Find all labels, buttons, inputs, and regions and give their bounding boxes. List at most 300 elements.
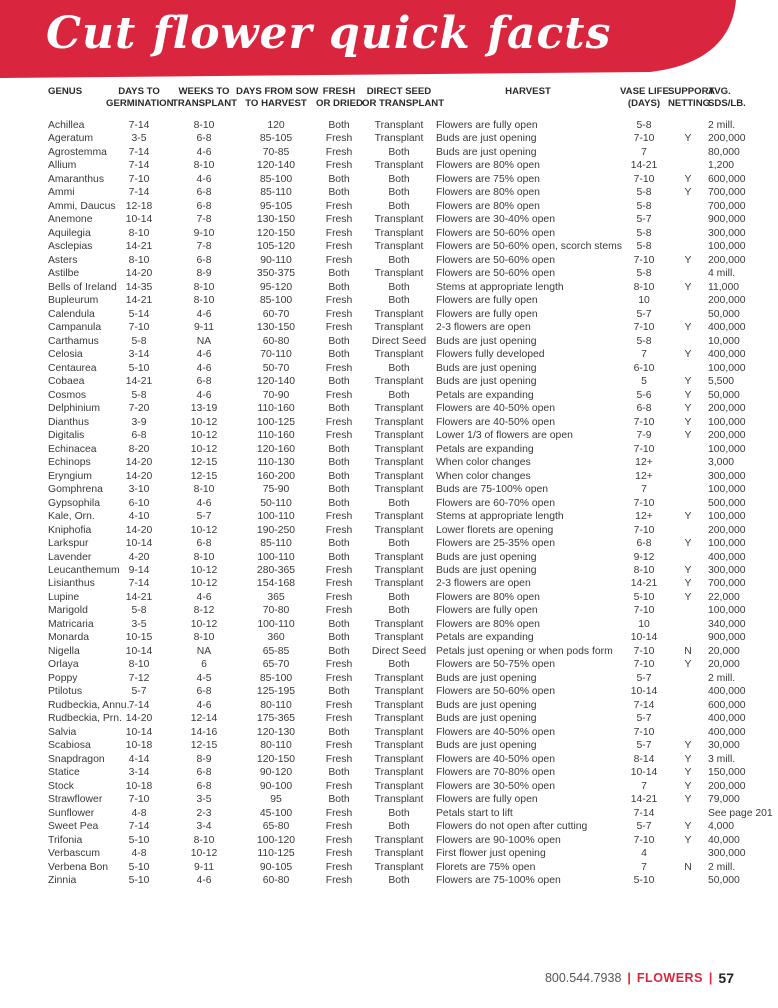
cell-genus: Zinnia	[48, 875, 77, 887]
cell-support-netting	[668, 335, 708, 348]
cell-germination: 8-10	[128, 254, 150, 266]
cell-genus: Sweet Pea	[48, 821, 99, 833]
cell-transplant-weeks: 4-6	[196, 349, 212, 361]
cell-harvest-days: 85-100	[259, 295, 293, 307]
cell-seeds-per-lb: 5,500	[708, 376, 735, 388]
cell-fresh-dried: Fresh	[325, 254, 353, 266]
cell-transplant-weeks: 10-12	[190, 618, 218, 630]
cell-seed-method: Transplant	[374, 726, 424, 738]
table-row	[48, 685, 778, 698]
cell-harvest-days: 100-120	[256, 834, 296, 846]
table-row	[48, 537, 778, 550]
cell-seeds-per-lb: 100,000	[708, 605, 746, 617]
cell-genus: Monarda	[48, 632, 90, 644]
cell-fresh-dried: Both	[328, 281, 350, 293]
cell-support-netting	[668, 159, 708, 172]
cell-vase-life: 8-10	[633, 281, 655, 293]
cell-seed-method: Transplant	[374, 457, 424, 469]
cell-germination: 8-20	[128, 443, 150, 455]
cell-genus: Salvia	[48, 726, 77, 738]
cell-harvest-stage: Flowers are 50-60% open	[436, 227, 555, 239]
cell-harvest-days: 85-105	[259, 133, 293, 145]
cell-seed-method: Transplant	[374, 227, 424, 239]
footer-separator: |	[708, 971, 713, 985]
cell-vase-life: 7	[641, 484, 647, 496]
cell-seeds-per-lb: 340,000	[708, 618, 746, 630]
cell-vase-life: 7-10	[633, 173, 655, 185]
cell-transplant-weeks: 4-6	[196, 875, 212, 887]
cell-vase-life: 5-8	[636, 241, 652, 253]
cell-germination: 4-20	[128, 551, 150, 563]
cell-germination: 5-10	[128, 834, 150, 846]
cell-genus: Rudbeckia, Prn.	[48, 713, 122, 725]
cell-seed-method: Transplant	[374, 160, 424, 172]
cell-seeds-per-lb: 1,200	[708, 160, 735, 172]
header-harvest-stage	[436, 86, 620, 119]
cell-seed-method: Transplant	[374, 416, 424, 428]
table-row	[48, 294, 778, 307]
cell-harvest-days: 85-100	[259, 173, 293, 185]
cell-fresh-dried: Fresh	[325, 848, 353, 860]
cell-transplant-weeks: 7-8	[196, 241, 212, 253]
cell-seeds-per-lb: 50,000	[708, 389, 740, 401]
cell-harvest-days: 110-130	[257, 457, 295, 469]
cell-germination: 14-20	[125, 470, 153, 482]
cell-harvest-days: 85-110	[260, 538, 292, 550]
cell-support-netting	[668, 240, 708, 253]
cell-harvest-stage: Petals are expanding	[436, 389, 534, 401]
cell-genus: Lupine	[48, 591, 80, 603]
cell-harvest-days: 65-70	[262, 659, 290, 671]
cell-vase-life: 6-8	[636, 538, 652, 550]
cell-harvest-stage: Flowers are 60-70% open	[436, 497, 555, 509]
cell-fresh-dried: Fresh	[325, 699, 353, 711]
cell-seeds-per-lb: 200,000	[708, 254, 746, 266]
cell-germination: 14-21	[125, 591, 153, 603]
cell-harvest-days: 110-160	[257, 403, 295, 415]
cell-seed-method: Both	[388, 659, 410, 671]
cell-seed-method: Both	[388, 146, 410, 158]
cell-harvest-stage: Flowers are 50-60% open	[436, 254, 555, 266]
cell-harvest-stage: Flowers are 90-100% open	[436, 834, 561, 846]
cell-harvest-stage: Flowers are fully open	[436, 794, 538, 806]
cell-fresh-dried: Fresh	[325, 753, 353, 765]
cell-harvest-stage: Flowers do not open after cutting	[436, 821, 588, 833]
cell-support-netting	[668, 618, 708, 631]
cell-harvest-days: 130-150	[256, 214, 296, 226]
header-line: GENUS	[48, 86, 83, 97]
cell-germination: 5-8	[131, 389, 147, 401]
cell-seed-method: Transplant	[374, 578, 424, 590]
cell-harvest-stage: Petals just opening or when pods form	[436, 645, 613, 657]
cell-germination: 8-10	[128, 659, 150, 671]
cell-fresh-dried: Fresh	[325, 780, 353, 792]
cell-vase-life: 7-10	[633, 645, 655, 657]
cell-transplant-weeks: 6-8	[196, 767, 212, 779]
cell-seeds-per-lb: 300,000	[708, 564, 746, 576]
cell-transplant-weeks: 6-8	[196, 538, 212, 550]
cell-germination: 10-14	[125, 538, 153, 550]
header-line: TRANSPLANT	[172, 98, 238, 109]
cell-seed-method: Transplant	[374, 780, 424, 792]
cell-support-netting: Y	[684, 659, 692, 671]
header-line: OR DRIED	[316, 98, 363, 109]
cell-vase-life: 5-10	[633, 591, 655, 603]
header-vase-life	[620, 86, 668, 119]
cell-fresh-dried: Fresh	[325, 200, 353, 212]
cell-harvest-stage: Flowers are 50-75% open	[436, 659, 555, 671]
header-harvest-days	[236, 86, 319, 119]
cell-germination: 4-10	[128, 511, 150, 523]
cell-fresh-dried: Fresh	[325, 659, 353, 671]
cell-seeds-per-lb: 900,000	[708, 214, 746, 226]
cell-vase-life: 10-14	[630, 632, 658, 644]
cell-genus: Lavender	[48, 551, 92, 563]
cell-genus: Rudbeckia, Annu.	[48, 699, 130, 711]
cell-seeds-per-lb: 79,000	[708, 794, 740, 806]
table-row	[48, 604, 778, 617]
cell-germination: 12-18	[125, 200, 153, 212]
cell-vase-life: 7-10	[633, 659, 655, 671]
cell-harvest-days: 70-110	[260, 349, 292, 361]
table-row	[48, 429, 778, 442]
cell-genus: Digitalis	[48, 430, 85, 442]
cell-seeds-per-lb: 300,000	[708, 227, 746, 239]
cell-seeds-per-lb: 200,000	[708, 524, 746, 536]
cell-support-netting: Y	[684, 564, 692, 576]
cell-seeds-per-lb: 900,000	[708, 632, 746, 644]
cell-harvest-days: 50-110	[260, 497, 292, 509]
cell-harvest-days: 175-365	[256, 713, 296, 725]
cell-germination: 7-20	[128, 403, 150, 415]
cell-fresh-dried: Fresh	[325, 807, 353, 819]
cell-seed-method: Both	[388, 362, 410, 374]
cell-germination: 10-14	[125, 214, 153, 226]
cell-vase-life: 7	[641, 349, 647, 361]
cell-transplant-weeks: NA	[196, 335, 212, 347]
cell-seeds-per-lb: 200,000	[708, 780, 746, 792]
cell-seeds-per-lb: 50,000	[708, 308, 740, 320]
cell-support-netting	[668, 213, 708, 226]
cell-harvest-stage: Flowers are 75-100% open	[436, 875, 561, 887]
cell-transplant-weeks: 6-8	[196, 376, 212, 388]
cell-vase-life: 7-14	[633, 699, 655, 711]
cell-fresh-dried: Both	[328, 187, 350, 199]
cell-vase-life: 7-10	[633, 497, 655, 509]
cell-seed-method: Both	[388, 875, 410, 887]
cell-seeds-per-lb: 3,000	[708, 457, 735, 469]
cell-seed-method: Transplant	[374, 470, 424, 482]
cell-seeds-per-lb: 2 mill.	[708, 672, 736, 684]
cell-support-netting	[668, 847, 708, 860]
cell-vase-life: 5-7	[636, 821, 652, 833]
cell-vase-life: 12+	[635, 457, 653, 469]
cell-harvest-stage: Flowers fully developed	[436, 349, 545, 361]
table-row	[48, 577, 778, 590]
cell-transplant-weeks: 4-6	[196, 699, 212, 711]
table-row	[48, 416, 778, 429]
cell-support-netting: Y	[684, 821, 692, 833]
cell-seed-method: Transplant	[374, 564, 424, 576]
cell-fresh-dried: Fresh	[325, 362, 353, 374]
cell-vase-life: 7-9	[636, 430, 652, 442]
cell-support-netting	[668, 470, 708, 483]
cell-seeds-per-lb: 200,000	[708, 430, 746, 442]
footer-separator: |	[627, 971, 631, 985]
cell-vase-life: 14-21	[630, 578, 658, 590]
table-row	[48, 861, 778, 874]
cell-seed-method: Transplant	[374, 349, 424, 361]
cell-fresh-dried: Fresh	[325, 605, 353, 617]
cell-harvest-days: 95	[270, 794, 282, 806]
table-row	[48, 874, 778, 887]
cell-genus: Astilbe	[48, 268, 80, 280]
cell-seed-method: Both	[388, 173, 410, 185]
cell-fresh-dried: Both	[328, 484, 350, 496]
table-row	[48, 362, 778, 375]
facts-table-wrapper	[0, 86, 773, 888]
cell-harvest-days: 85-110	[260, 187, 292, 199]
cell-germination: 10-18	[125, 740, 153, 752]
cell-fresh-dried: Fresh	[325, 160, 353, 172]
cell-transplant-weeks: 10-12	[190, 524, 218, 536]
cell-genus: Matricaria	[48, 618, 94, 630]
cell-genus: Echinops	[48, 457, 91, 469]
cell-fresh-dried: Both	[328, 686, 350, 698]
cell-transplant-weeks: 5-7	[196, 511, 212, 523]
cell-seeds-per-lb: 200,000	[708, 295, 746, 307]
cell-fresh-dried: Both	[328, 443, 350, 455]
cell-fresh-dried: Both	[328, 268, 350, 280]
cell-vase-life: 5-6	[636, 389, 652, 401]
header-line: TO HARVEST	[245, 98, 307, 109]
cell-harvest-days: 120-150	[256, 753, 296, 765]
cell-vase-life: 7-10	[633, 443, 655, 455]
cell-support-netting: Y	[684, 403, 692, 415]
cell-harvest-stage: Flowers are fully open	[436, 605, 538, 617]
cell-seed-method: Transplant	[374, 268, 424, 280]
cell-harvest-days: 125-195	[256, 686, 296, 698]
cell-seed-method: Both	[388, 821, 410, 833]
cell-vase-life: 10	[638, 618, 650, 630]
cell-harvest-days: 100-110	[257, 511, 295, 523]
cell-fresh-dried: Fresh	[325, 227, 353, 239]
table-row	[48, 591, 778, 604]
cell-fresh-dried: Fresh	[325, 389, 353, 401]
cell-seed-method: Direct Seed	[371, 335, 427, 347]
cell-harvest-days: 160-200	[256, 470, 296, 482]
cell-support-netting: Y	[684, 767, 692, 779]
table-row	[48, 699, 778, 712]
cell-germination: 3-14	[128, 767, 150, 779]
cell-seeds-per-lb: 4,000	[708, 821, 735, 833]
cell-harvest-days: 85-100	[259, 672, 293, 684]
table-row	[48, 780, 778, 793]
cell-seeds-per-lb: 20,000	[708, 659, 740, 671]
cell-fresh-dried: Both	[328, 376, 350, 388]
cell-harvest-stage: 2-3 flowers are open	[436, 578, 531, 590]
cell-germination: 5-10	[128, 861, 150, 873]
cell-seed-method: Direct Seed	[371, 645, 427, 657]
cell-genus: Asclepias	[48, 241, 93, 253]
cell-fresh-dried: Fresh	[325, 295, 353, 307]
cell-support-netting: Y	[684, 389, 692, 401]
cell-germination: 10-18	[125, 780, 153, 792]
cell-support-netting: Y	[684, 322, 692, 334]
table-row	[48, 267, 778, 280]
cell-harvest-stage: Flowers are 25-35% open	[436, 538, 555, 550]
cell-genus: Achillea	[48, 120, 85, 131]
table-row	[48, 456, 778, 469]
cell-seed-method: Transplant	[374, 403, 424, 415]
header-support-netting	[668, 86, 715, 119]
cell-seed-method: Transplant	[374, 699, 424, 711]
cell-genus: Bupleurum	[48, 295, 99, 307]
cell-vase-life: 7-10	[633, 133, 655, 145]
table-row	[48, 793, 778, 806]
cell-harvest-stage: Flowers are 40-50% open	[436, 753, 555, 765]
cell-genus: Ammi	[48, 187, 75, 199]
cell-harvest-days: 75-90	[262, 484, 290, 496]
cell-fresh-dried: Both	[328, 349, 350, 361]
cell-fresh-dried: Fresh	[325, 672, 353, 684]
cell-harvest-stage: Flowers are 75% open	[436, 173, 540, 185]
table-row	[48, 483, 778, 496]
header-genus	[48, 86, 106, 119]
cell-fresh-dried: Both	[328, 794, 350, 806]
cell-seed-method: Transplant	[374, 740, 424, 752]
cell-fresh-dried: Both	[328, 538, 350, 550]
cell-support-netting	[668, 712, 708, 725]
header-line: FRESH	[322, 86, 356, 97]
cell-fresh-dried: Fresh	[325, 713, 353, 725]
cell-transplant-weeks: 6-8	[196, 133, 212, 145]
cell-germination: 8-10	[128, 227, 150, 239]
table-row	[48, 254, 778, 267]
cell-harvest-days: 65-85	[262, 645, 290, 657]
cell-support-netting	[668, 524, 708, 537]
cell-harvest-stage: Flowers are 80% open	[436, 160, 540, 172]
cell-fresh-dried: Fresh	[325, 308, 353, 320]
table-row	[48, 173, 778, 186]
table-row	[48, 497, 778, 510]
cell-seeds-per-lb: 200,000	[708, 403, 746, 415]
cell-support-netting: Y	[684, 740, 692, 752]
cell-transplant-weeks: 4-5	[196, 672, 212, 684]
cell-support-netting	[668, 631, 708, 644]
cell-transplant-weeks: 8-10	[193, 295, 215, 307]
table-row	[48, 213, 778, 226]
cell-germination: 7-14	[128, 146, 150, 158]
cell-genus: Orlaya	[48, 659, 79, 671]
cell-transplant-weeks: 12-14	[190, 713, 218, 725]
cell-genus: Anemone	[48, 214, 93, 226]
header-line: SDS/LB.	[708, 98, 746, 109]
cell-vase-life: 7-10	[633, 605, 655, 617]
cell-genus: Trifonia	[48, 834, 83, 846]
cell-transplant-weeks: 8-10	[193, 160, 215, 172]
table-row	[48, 564, 778, 577]
cell-seed-method: Transplant	[374, 551, 424, 563]
cell-genus: Gomphrena	[48, 484, 103, 496]
cell-support-netting	[668, 443, 708, 456]
cell-genus: Eryngium	[48, 470, 92, 482]
cell-seeds-per-lb: 200,000	[708, 133, 746, 145]
cell-seeds-per-lb: 100,000	[708, 538, 746, 550]
cell-harvest-stage: 2-3 flowers are open	[436, 322, 531, 334]
cell-fresh-dried: Fresh	[325, 241, 353, 253]
cell-seed-method: Transplant	[374, 713, 424, 725]
cell-transplant-weeks: 8-9	[196, 753, 212, 765]
cell-vase-life: 7-10	[633, 322, 655, 334]
cell-transplant-weeks: 9-10	[193, 227, 215, 239]
cell-support-netting: Y	[684, 187, 692, 199]
cell-fresh-dried: Both	[328, 618, 350, 630]
table-row	[48, 524, 778, 537]
cell-germination: 14-20	[125, 524, 153, 536]
cell-support-netting: Y	[684, 349, 692, 361]
cell-genus: Verbena Bon	[48, 861, 109, 873]
cell-support-netting	[668, 672, 708, 685]
cell-genus: Asters	[48, 254, 78, 266]
cell-fresh-dried: Fresh	[325, 591, 353, 603]
cell-seeds-per-lb: 400,000	[708, 551, 746, 563]
cell-vase-life: 5-8	[636, 200, 652, 212]
cell-support-netting: Y	[684, 538, 692, 550]
table-row	[48, 645, 778, 658]
cell-harvest-stage: Buds are 75-100% open	[436, 484, 549, 496]
cell-harvest-stage: Flowers are 70-80% open	[436, 767, 555, 779]
cell-seed-method: Transplant	[374, 834, 424, 846]
cell-harvest-days: 60-80	[262, 875, 290, 887]
cell-harvest-stage: Petals are expanding	[436, 632, 534, 644]
cell-genus: Cobaea	[48, 376, 85, 388]
table-row	[48, 348, 778, 361]
table-row	[48, 200, 778, 213]
cell-support-netting: Y	[684, 173, 692, 185]
cell-germination: 5-8	[131, 335, 147, 347]
cell-harvest-stage: Stems at appropriate length	[436, 511, 564, 523]
cell-transplant-weeks: 6-8	[196, 686, 212, 698]
table-row	[48, 335, 778, 348]
cell-seeds-per-lb: 400,000	[708, 713, 746, 725]
table-row	[48, 631, 778, 644]
cell-support-netting: Y	[684, 416, 692, 428]
cell-vase-life: 7-10	[633, 726, 655, 738]
cell-germination: 7-14	[128, 160, 150, 172]
cell-vase-life: 7	[641, 861, 647, 873]
table-row	[48, 753, 778, 766]
table-row	[48, 119, 778, 132]
cell-fresh-dried: Fresh	[325, 578, 353, 590]
cell-transplant-weeks: 8-10	[193, 484, 215, 496]
table-row	[48, 375, 778, 388]
cell-vase-life: 5-8	[636, 120, 652, 131]
cell-support-netting	[668, 146, 708, 159]
cell-support-netting	[668, 551, 708, 564]
cell-fresh-dried: Fresh	[325, 511, 353, 523]
cell-harvest-days: 120-140	[256, 160, 296, 172]
header-line: AVG.	[708, 86, 731, 97]
cell-harvest-stage: Flowers are 40-50% open	[436, 416, 555, 428]
cell-harvest-days: 90-120	[259, 767, 293, 779]
cell-germination: 6-10	[128, 497, 150, 509]
cell-germination: 5-8	[131, 605, 147, 617]
cell-seed-method: Transplant	[374, 511, 424, 523]
cell-harvest-stage: Buds are just opening	[436, 335, 537, 347]
cell-transplant-weeks: 4-6	[196, 497, 212, 509]
cell-transplant-weeks: 4-6	[196, 173, 212, 185]
